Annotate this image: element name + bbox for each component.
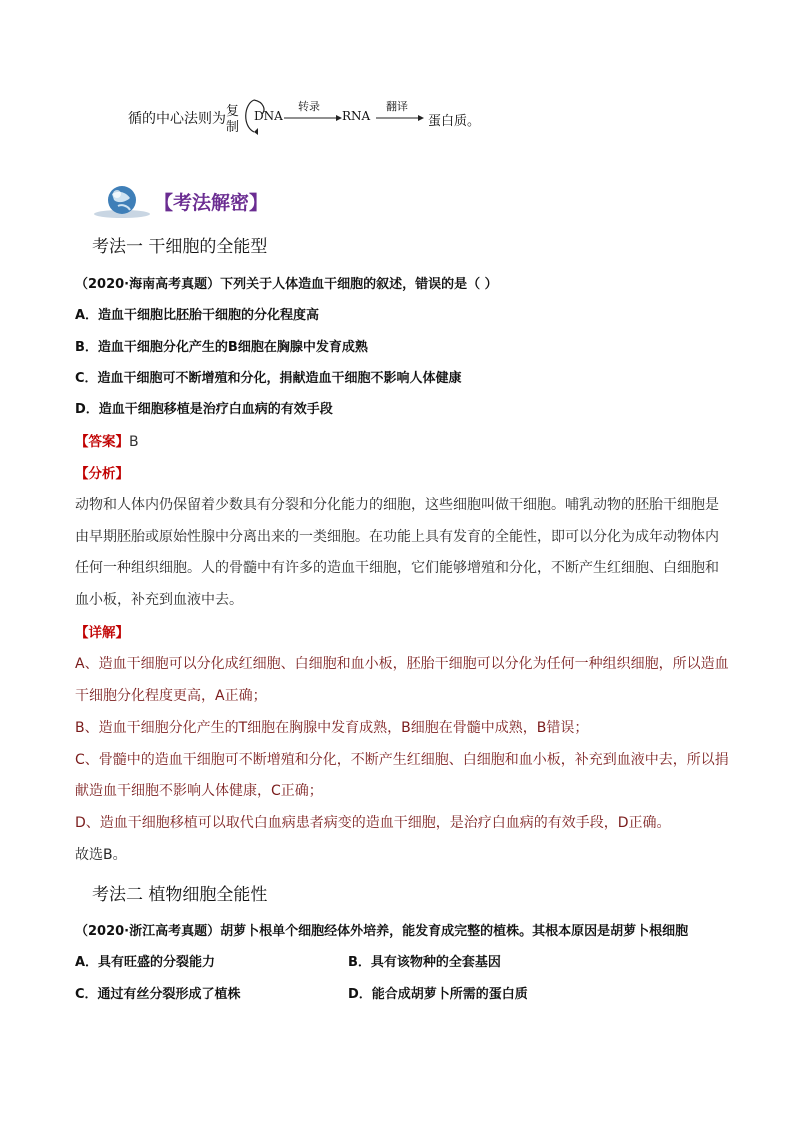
method1-option-b: B．造血干细胞分化产生的B细胞在胸腺中发育成熟 [75,340,368,355]
banner-title: 【考法解密】 [154,192,269,214]
answer-label: 【答案】 [75,434,129,450]
method1-question: （2020·海南高考真题）下列关于人体造血干细胞的叙述，错误的是（ ） [75,277,498,292]
method2-option-a: A．具有旺盛的分裂能力 [75,955,216,970]
analysis-label: 【分析】 [75,466,129,482]
conclusion: 故选B。 [75,847,127,863]
answer-value: B [129,434,139,450]
globe-icon [92,180,154,220]
analysis-line: 任何一种组织细胞。人的骨髓中有许多的造血干细胞，它们能够增殖和分化，不断产生红细胞、白细胞和 [75,560,719,576]
method2-option-d: D．能合成胡萝卜所需的蛋白质 [348,987,528,1002]
dogma-suffix: 蛋白质。 [428,114,481,129]
detail-label: 【详解】 [75,625,129,641]
answer-row [75,430,139,450]
method2-title: 考法二 植物细胞全能性 [92,885,268,905]
detail-line: 干细胞分化程度更高，A正确； [75,688,267,704]
method1-title: 考法一 干细胞的全能型 [92,237,268,257]
translation-arrow-icon [376,114,424,122]
dogma-replication-bottom: 制 [226,120,240,135]
central-dogma-diagram [128,96,488,136]
analysis-line: 由早期胚胎或原始性腺中分离出来的一类细胞。在功能上具有发育的全能性，即可以分化为成年动物体内 [75,529,719,545]
detail-line: B、造血干细胞分化产生的T细胞在胸腺中发育成熟，B细胞在骨髓中成熟，B错误； [75,720,589,736]
section-banner [92,180,332,220]
dogma-dna: DNA [254,109,283,123]
method1-option-c: C．造血干细胞可不断增殖和分化，捐献造血干细胞不影响人体健康 [75,371,462,386]
method2-question: （2020·浙江高考真题）胡萝卜根单个细胞经体外培养，能发育成完整的植株。其根本原因是胡萝卜根细胞 [75,924,689,939]
dogma-translation: 翻译 [386,100,408,113]
method2-option-c: C．通过有丝分裂形成了植株 [75,987,241,1002]
transcription-arrow-icon [284,114,342,122]
detail-line: A、造血干细胞可以分化成红细胞、白细胞和血小板，胚胎干细胞可以分化为任何一种组织细胞，所以造血 [75,656,729,672]
dogma-prefix: 循的中心法则为 [128,111,226,127]
detail-line: D、造血干细胞移植可以取代白血病患者病变的造血干细胞，是治疗白血病的有效手段，D正确。 [75,815,671,831]
method1-option-d: D．造血干细胞移植是治疗白血病的有效手段 [75,402,333,417]
dogma-transcription: 转录 [298,100,320,113]
method1-option-a: A．造血干细胞比胚胎干细胞的分化程度高 [75,308,320,323]
dogma-rna: RNA [342,109,371,123]
detail-line: 献造血干细胞不影响人体健康，C正确； [75,783,323,799]
analysis-line: 血小板，补充到血液中去。 [75,592,243,608]
method2-option-b: B．具有该物种的全套基因 [348,955,501,970]
detail-line: C、骨髓中的造血干细胞可不断增殖和分化，不断产生红细胞、白细胞和血小板，补充到血液中去，所以捐 [75,752,729,768]
dogma-replication-top: 复 [226,104,240,119]
analysis-line: 动物和人体内仍保留着少数具有分裂和分化能力的细胞，这些细胞叫做干细胞。哺乳动物的胚胎干细胞是 [75,497,719,513]
